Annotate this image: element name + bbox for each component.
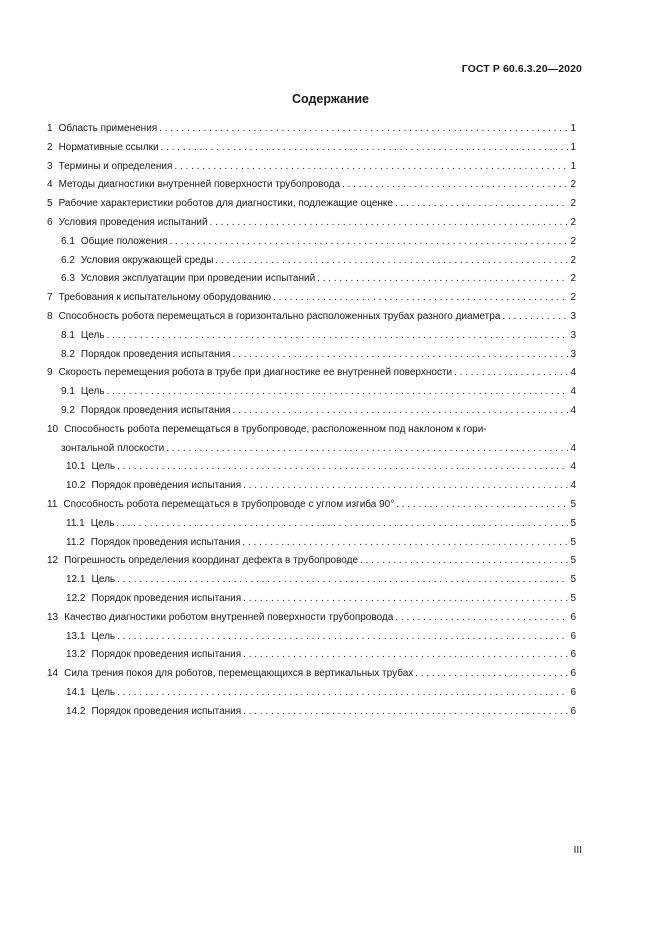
toc-entry[interactable] [47, 346, 576, 365]
toc-entry-title: Способность робота перемещаться в горизонтально расположенных трубах разного диаметра [58, 310, 501, 322]
toc-entry-page: 6 [570, 668, 576, 680]
toc-entry[interactable] [47, 402, 576, 421]
toc-entry-number: 4 [47, 179, 53, 191]
toc-leader-dots [210, 214, 569, 233]
toc-leader-dots [233, 402, 569, 421]
toc-entry-title: Цель [80, 329, 105, 341]
toc-entry-number: 13.1 [66, 630, 86, 642]
toc-entry-number: 10.2 [66, 480, 86, 492]
toc-entry-page: 2 [570, 198, 576, 210]
toc-entry-page: 1 [570, 123, 576, 134]
toc-entry-number: 5 [47, 198, 53, 210]
toc-entry-number: 7 [47, 292, 53, 304]
toc-entry[interactable] [47, 552, 576, 571]
toc-entry[interactable] [47, 590, 576, 609]
toc-entry[interactable] [47, 477, 576, 496]
toc-entry-number: 13 [47, 611, 59, 623]
toc-entry[interactable] [47, 421, 576, 459]
toc-entry[interactable] [47, 308, 576, 327]
toc-leader-dots [396, 496, 568, 515]
toc-entry-page: 1 [570, 141, 576, 153]
toc-entry-number: 14 [47, 668, 59, 680]
toc-entry-page: 6 [570, 630, 576, 642]
toc-entry-title: Порядок проведения испытания [91, 592, 242, 604]
toc-entry-title: Методы диагностики внутренней поверхности трубопровода [58, 179, 341, 191]
toc-entry-title: Сила трения покоя для роботов, перемещающихся в вертикальных трубах [64, 668, 414, 680]
toc-entry[interactable] [47, 609, 576, 628]
toc-entry[interactable] [47, 195, 576, 214]
toc-entry-title: Условия эксплуатации при проведении испытаний [80, 273, 316, 285]
toc-entry-number: 12.2 [66, 592, 86, 604]
toc-entry[interactable] [47, 646, 576, 665]
toc-entry[interactable] [47, 496, 576, 515]
toc-entry-title: Условия окружающей среды [80, 254, 214, 266]
toc-entry-number: 11 [47, 498, 58, 510]
toc-entry-number: 2 [47, 141, 53, 153]
toc-entry-page: 2 [570, 292, 576, 304]
toc-leader-dots [415, 665, 568, 684]
toc-entry-number: 14.2 [66, 705, 86, 717]
toc-leader-dots [360, 552, 568, 571]
toc-leader-dots [116, 515, 568, 534]
toc-entry-page: 5 [570, 592, 576, 604]
toc-entry[interactable] [47, 534, 576, 553]
toc-entry-title: Скорость перемещения робота в трубе при диагностике ее внутренней поверхности [58, 367, 453, 379]
toc-entry-page: 2 [570, 179, 576, 191]
toc-entry-number: 11.1 [66, 517, 85, 529]
toc-leader-dots [243, 646, 568, 665]
toc-entry-page: 5 [570, 498, 576, 510]
toc-entry-title: Цель [91, 461, 116, 473]
toc-entry-page: 6 [570, 705, 576, 717]
toc-entry-title: Цель [91, 686, 116, 698]
toc-entry-number: 1 [47, 123, 53, 134]
toc-entry[interactable] [47, 176, 576, 195]
table-of-contents [47, 120, 576, 722]
toc-entry-page: 4 [570, 442, 576, 454]
toc-entry[interactable] [47, 327, 576, 346]
toc-entry[interactable] [47, 383, 576, 402]
toc-entry[interactable] [47, 628, 576, 647]
toc-entry[interactable] [47, 289, 576, 308]
toc-entry-number: 9 [47, 367, 53, 379]
toc-entry-page: 4 [570, 480, 576, 492]
toc-leader-dots [117, 628, 568, 647]
toc-entry-page: 4 [570, 386, 576, 398]
page-number: III [573, 845, 582, 856]
toc-leader-dots [502, 308, 568, 327]
toc-leader-dots [243, 590, 568, 609]
toc-entry-title: Порядок проведения испытания [91, 649, 242, 661]
toc-entry-page: 4 [570, 461, 576, 473]
toc-entry-page: 1 [570, 160, 576, 172]
toc-entry-page: 3 [570, 310, 576, 322]
toc-entry-page: 2 [570, 254, 576, 266]
document-code: ГОСТ Р 60.6.3.20—2020 [461, 63, 582, 75]
toc-entry-number: 14.1 [66, 686, 86, 698]
toc-entry-page: 6 [570, 686, 576, 698]
toc-entry-title: Общие положения [80, 235, 168, 247]
toc-entry-number: 3 [47, 160, 53, 172]
toc-entry-title: Цель [91, 630, 116, 642]
toc-entry-title: Способность робота перемещаться в трубопроводе с углом изгиба 90° [63, 498, 395, 510]
toc-leader-dots [117, 684, 568, 703]
toc-entry[interactable] [47, 233, 576, 252]
toc-leader-dots [117, 458, 568, 477]
toc-leader-dots [174, 158, 568, 177]
toc-leader-dots [395, 195, 568, 214]
toc-entry-number: 6.1 [61, 235, 75, 247]
toc-entry[interactable] [47, 270, 576, 289]
toc-entry-number: 6.2 [61, 254, 75, 266]
toc-leader-dots [317, 270, 568, 289]
toc-entry-page: 5 [570, 574, 576, 586]
toc-entry-number: 6 [47, 216, 53, 228]
toc-entry-page: 6 [570, 649, 576, 661]
toc-entry-page: 2 [570, 216, 576, 228]
page-title: Содержание [291, 92, 369, 106]
toc-entry-number: 8 [47, 310, 53, 322]
toc-entry[interactable] [47, 571, 576, 590]
toc-entry-page: 5 [570, 536, 576, 548]
toc-entry-page: 2 [570, 235, 576, 247]
toc-entry-page: 5 [570, 517, 576, 529]
toc-entry-number: 9.1 [61, 386, 75, 398]
toc-entry-title: Цель [91, 574, 116, 586]
toc-entry-number: 11.2 [66, 536, 85, 548]
toc-entry-title: Качество диагностики роботом внутренней поверхности трубопровода [64, 611, 394, 623]
toc-leader-dots [454, 364, 568, 383]
toc-entry[interactable] [47, 120, 576, 139]
toc-leader-dots [243, 703, 568, 722]
toc-entry[interactable] [47, 703, 576, 722]
toc-entry-title: Погрешность определения координат дефекта в трубопроводе [64, 555, 359, 567]
toc-entry-title: Нормативные ссылки [58, 141, 159, 153]
toc-leader-dots [243, 477, 568, 496]
toc-entry-page: 2 [570, 273, 576, 285]
toc-leader-dots [117, 571, 568, 590]
toc-entry-title: Термины и определения [58, 160, 173, 172]
toc-entry-page: 3 [570, 348, 576, 360]
toc-leader-dots [215, 252, 568, 271]
toc-entry-title: Рабочие характеристики роботов для диагностики, подлежащие оценке [58, 198, 393, 210]
toc-leader-dots [170, 233, 569, 252]
toc-entry-page: 3 [570, 329, 576, 341]
toc-entry[interactable] [47, 458, 576, 477]
toc-entry-title: Требования к испытательному оборудованию [58, 292, 271, 304]
toc-entry-title: Порядок проведения испытания [90, 536, 241, 548]
toc-entry-page: 4 [570, 404, 576, 416]
toc-entry-page: 6 [570, 611, 576, 623]
toc-leader-dots [159, 120, 568, 139]
toc-leader-dots [273, 289, 568, 308]
toc-entry-title: Порядок проведения испытания [80, 404, 231, 416]
toc-entry[interactable] [47, 158, 576, 177]
toc-entry-page: 4 [570, 367, 576, 379]
toc-entry-number: 10.1 [66, 461, 86, 473]
toc-entry-number: 8.2 [61, 348, 75, 360]
toc-entry-title: Условия проведения испытаний [58, 216, 208, 228]
toc-entry[interactable] [47, 515, 576, 534]
toc-leader-dots [242, 534, 568, 553]
toc-entry-number: 12 [47, 555, 59, 567]
toc-entry-number: 10 [47, 423, 59, 435]
toc-entry[interactable] [47, 252, 576, 271]
toc-leader-dots [107, 383, 569, 402]
toc-entry[interactable] [47, 665, 576, 684]
toc-entry[interactable] [47, 139, 576, 158]
toc-entry-number: 12.1 [66, 574, 86, 586]
toc-leader-dots [233, 346, 569, 365]
toc-leader-dots [161, 139, 569, 158]
toc-entry[interactable] [47, 684, 576, 703]
toc-leader-dots [166, 440, 568, 459]
toc-entry-number: 6.3 [61, 273, 75, 285]
toc-entry-title: Порядок проведения испытания [80, 348, 231, 360]
toc-entry-title: Порядок проведения испытания [91, 480, 242, 492]
toc-leader-dots [107, 327, 569, 346]
toc-entry-title-continued: зонтальной плоскости [61, 442, 165, 454]
toc-entry[interactable] [47, 214, 576, 233]
toc-entry-title: Область применения [58, 123, 158, 134]
toc-entry-number: 13.2 [66, 649, 86, 661]
toc-entry-number: 9.2 [61, 404, 75, 416]
toc-leader-dots [395, 609, 568, 628]
toc-entry-title: Цель [90, 517, 115, 529]
toc-entry-page: 5 [570, 555, 576, 567]
toc-entry-number: 8.1 [61, 329, 75, 341]
toc-entry-title: Цель [80, 386, 105, 398]
toc-entry-title: Способность робота перемещаться в трубопроводе, расположенном под наклоном к гори- [64, 423, 487, 435]
toc-leader-dots [342, 176, 568, 195]
toc-entry[interactable] [47, 364, 576, 383]
toc-entry-title: Порядок проведения испытания [91, 705, 242, 717]
